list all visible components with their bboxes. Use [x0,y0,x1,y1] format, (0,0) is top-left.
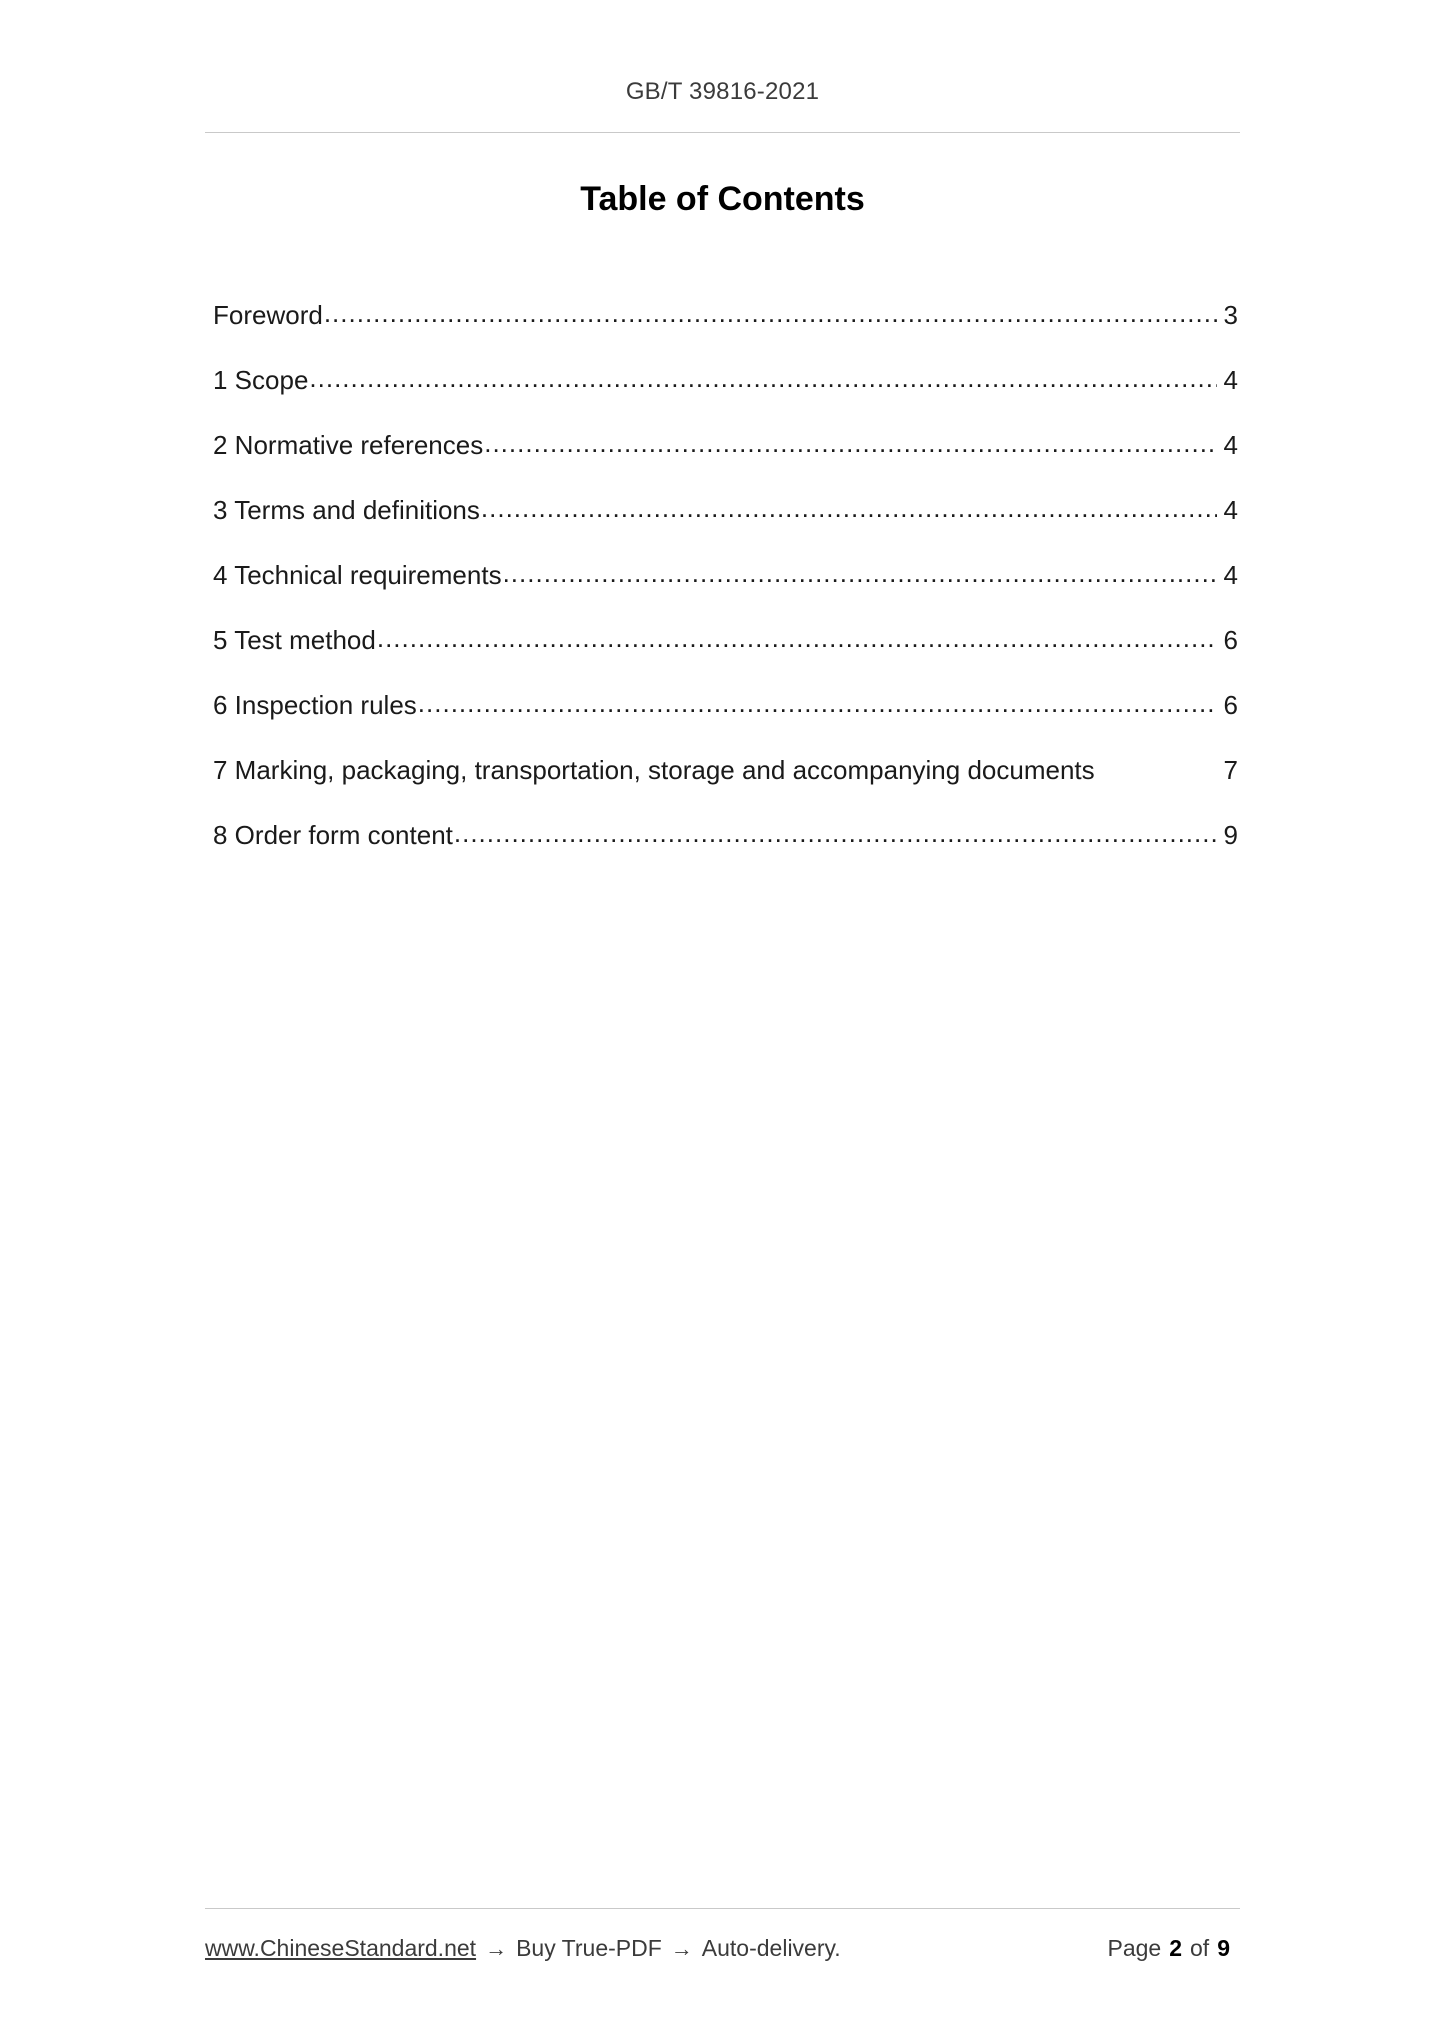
toc-entry-page: 3 [1223,300,1238,330]
arrow-right-icon: → [670,1936,693,1961]
toc-entry-page: 4 [1223,495,1238,525]
toc-entry[interactable] [213,365,1238,396]
page-title: Table of Contents [580,180,865,218]
toc-entry[interactable] [213,625,1238,656]
toc-leader-dots [481,493,1217,524]
page-label: Page [1107,1935,1162,1961]
toc-entry-page: 4 [1223,560,1238,590]
toc-entry-page: 6 [1223,625,1238,655]
toc-entry[interactable] [213,430,1238,461]
toc-leader-dots [377,623,1217,654]
toc-entry-label: 4 Technical requirements [213,560,502,590]
page-footer [205,1935,1240,1962]
toc-entry[interactable] [213,690,1238,721]
toc-entry-label: 2 Normative references [213,430,484,460]
toc-entry-label: 8 Order form content [213,820,453,850]
footer-promo [205,1935,841,1962]
of-label: of [1190,1935,1210,1961]
page-header-standard-number: GB/T 39816-2021 [625,78,820,105]
toc-entry-page: 7 [1223,755,1238,785]
website-link[interactable]: www.ChineseStandard.net [205,1935,477,1961]
table-of-contents [213,300,1238,885]
header-divider [205,132,1240,133]
current-page-number: 2 [1169,1935,1183,1961]
toc-entry-label: 7 Marking, packaging, transportation, storage and accompanying documents [213,755,1095,785]
toc-leader-dots [309,363,1217,394]
toc-entry-label: Foreword [213,300,323,330]
toc-entry-label: 6 Inspection rules [213,690,417,720]
footer-offer-text: Buy True-PDF [516,1935,662,1961]
footer-delivery-text: Auto-delivery. [701,1935,841,1961]
toc-entry-page: 6 [1223,690,1238,720]
toc-entry-page: 4 [1223,430,1238,460]
toc-entry-label: 5 Test method [213,625,376,655]
toc-entry-label: 1 Scope [213,365,309,395]
toc-entry[interactable] [213,300,1238,331]
arrow-right-icon: → [485,1936,508,1961]
toc-leader-dots [484,428,1217,459]
footer-divider [205,1908,1240,1909]
toc-entry[interactable] [213,495,1238,526]
toc-entry[interactable] [213,755,1238,786]
toc-entry-page: 4 [1223,365,1238,395]
toc-entry-label: 3 Terms and definitions [213,495,480,525]
toc-leader-dots [503,558,1217,589]
toc-entry[interactable] [213,820,1238,851]
toc-entry-page: 9 [1223,820,1238,850]
toc-leader-dots [324,298,1217,329]
toc-leader-dots [454,818,1217,849]
total-page-number: 9 [1217,1935,1230,1961]
toc-entry[interactable] [213,560,1238,591]
page-indicator [1108,1935,1241,1962]
toc-leader-dots [418,688,1217,719]
